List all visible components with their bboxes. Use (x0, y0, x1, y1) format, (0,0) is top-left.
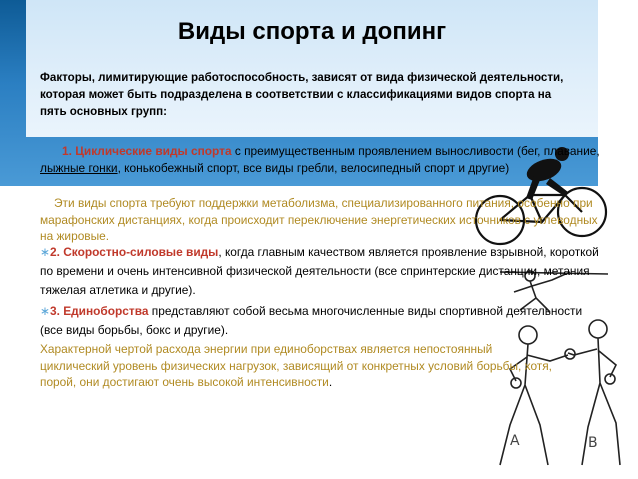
cyclic-text-b: , конькобежный спорт, все виды гребли, велосипедный спорт и другие) (117, 160, 510, 175)
cyclic-note (40, 195, 600, 245)
cyclic-sports-paragraph (40, 143, 600, 176)
martial-note-text: Характерной чертой расхода энергии при единоборствах является непостоянный циклический уровень физических нагрузок, зависящий от конкретных условий борьбы, хотя, порой, они достигают очень высокой интенсивности (40, 342, 552, 389)
label-a: A (510, 433, 520, 449)
martial-note (40, 341, 560, 391)
bullet-icon: ∗ (40, 245, 50, 259)
martial-text: представляют собой весьма многочисленные виды спортивной деятельности (все виды борьбы, бокс и другие). (40, 304, 583, 337)
intro-text: Факторы, лимитирующие работоспособность, зависят от вида физической деятельности, которая может быть подразделена в соответствии с классификациями видов спорта на пять основных групп: (40, 71, 564, 118)
martial-heading: 3. Единоборства (49, 304, 149, 318)
speed-strength-text: , когда главным качеством является проявление взрывной, короткой по времени и очень интенсивной физической деятельности (все спринтерские дистанции, метания тяжелая атлетика и другие). (40, 245, 599, 297)
bullet-icon: ∗ (40, 304, 50, 318)
martial-arts-paragraph (40, 302, 600, 340)
cyclic-heading: 1. Циклические виды спорта (62, 144, 232, 158)
label-b: B (588, 435, 598, 451)
martial-note-end: . (328, 375, 333, 389)
slide-title: Виды спорта и допинг (177, 18, 447, 45)
cyclic-text-a: с преимущественным проявлением выносливости (бег, плавание, (231, 144, 600, 158)
cyclic-note-text: Эти виды спорта требуют поддержки метаболизма, специализированного питания, особенно при марафонских дистанциях, когда происходит переключение энергетических источников с углеводных на жировые. (40, 196, 598, 243)
ski-racing-link[interactable]: лыжные гонки (40, 160, 118, 175)
speed-strength-paragraph (40, 243, 600, 300)
speed-strength-heading: 2. Скоростно-силовые виды (49, 245, 219, 259)
